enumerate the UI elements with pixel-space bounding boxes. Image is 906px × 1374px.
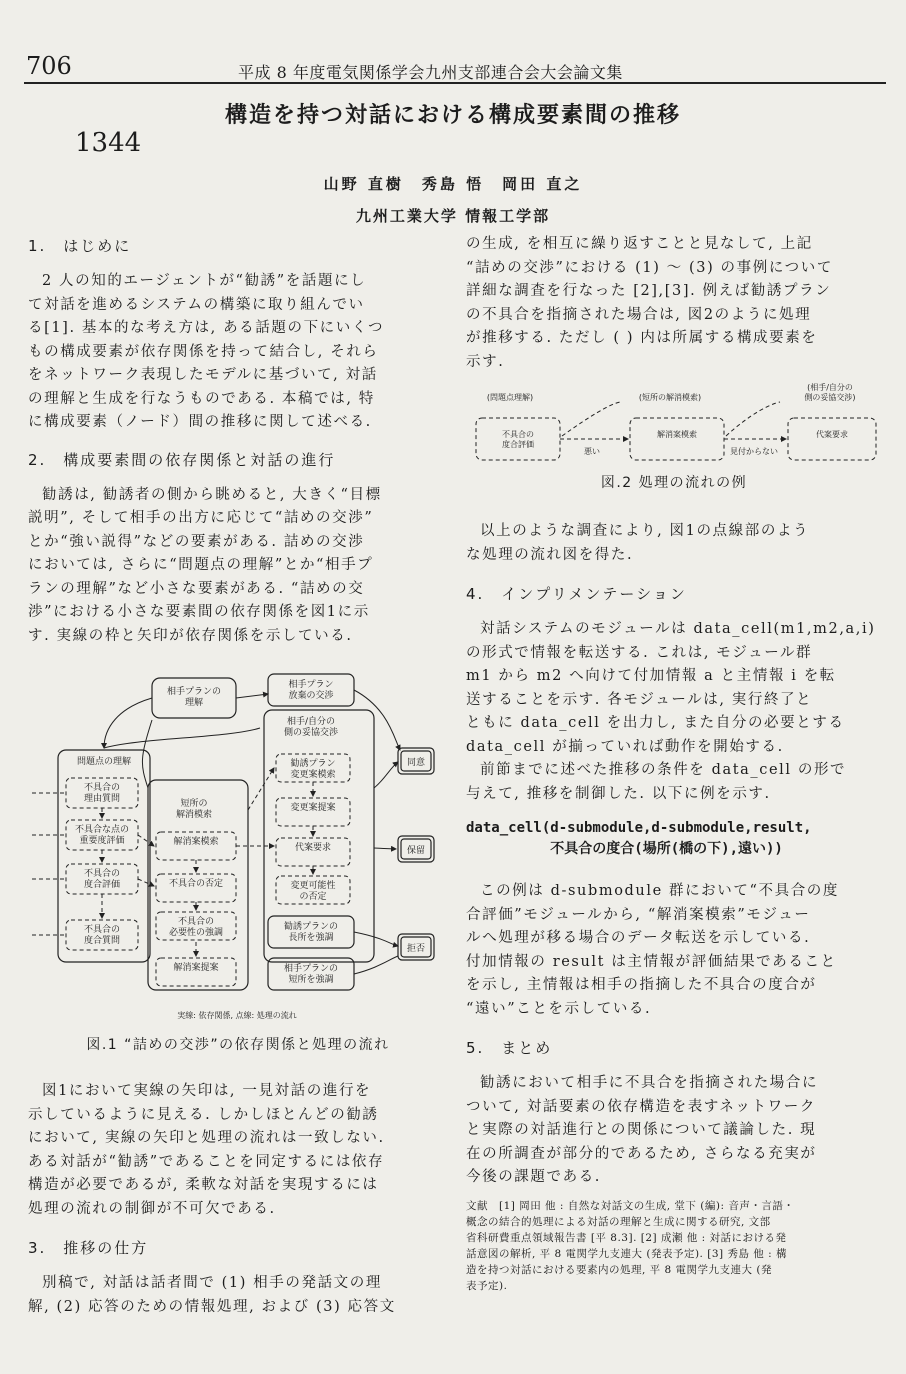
node-label-henkou_hitei: 変更可能性の否定 [290, 881, 336, 902]
partner-plan-understanding-label: 相手プランの理解 [166, 687, 222, 708]
node-aite_tansho [268, 958, 354, 990]
fig2-node-label-0: 不具合の度合評価 [502, 430, 534, 449]
node-label-fuguai_dogo: 不具合の度合評価 [83, 869, 121, 890]
text-line: 在の所調査が部分的であるため, さらなる充実が [466, 1145, 817, 1162]
figure-2-caption: 図.2 処理の流れの例 [600, 475, 748, 491]
text-line: 図1において実線の矢印は, 一見対話の進行を [42, 1083, 372, 1099]
section-heading-4: 4. インプリメンテーション [466, 585, 687, 603]
fig2-node-0 [476, 418, 560, 460]
text-line: ランの理解”など小さな要素がある. “詰めの交 [28, 580, 365, 597]
node-label-fuguai_dogo_q: 不具合の度合質問 [83, 925, 121, 946]
text-line: において, 実線の矢印と処理の流れは一致しない. [28, 1130, 385, 1146]
text-line: 別稿で, 対話は話者間で (1) 相手の発話文の理 [42, 1275, 382, 1291]
text-line: が推移する. ただし ( ) 内は所属する構成要素を [466, 330, 818, 346]
text-line: 今後の課題である. [466, 1169, 602, 1185]
flow-dogo-to-hitei [138, 879, 154, 886]
text-line: 省科研費重点領域報告書 [平 8.3]. [2] 成瀬 他 : 対話における発 [466, 1231, 787, 1244]
text-line: の形式で情報を転送する. これは, モジュール群 [466, 644, 813, 661]
text-line: な処理の流れ図を得た. [466, 546, 634, 563]
fig2-label-compromise: (相手/自分の側の妥協交渉) [804, 383, 856, 402]
implementation-paragraph [466, 618, 882, 759]
dep-mid-arc [104, 728, 260, 748]
text-line: 合評価”モジュールから, “解消案模索”モジュー [466, 906, 811, 923]
outcome-label-doui: 同意 [406, 758, 426, 768]
text-line: この例は d-submodule 群において“不具合の度 [480, 883, 839, 899]
text-line: をネットワーク表現したモデルに基づいて, 対話 [28, 367, 378, 383]
survey-result-paragraph [466, 520, 882, 567]
authors: 山野 直樹 秀島 悟 岡田 直之 [323, 175, 583, 193]
text-line: 渉”における小さな要素間の依存関係を図1に示 [28, 604, 370, 620]
text-line: 表予定). [466, 1279, 508, 1292]
text-line: 説明”, そして相手の出方に応じて“詰めの交渉” [28, 510, 374, 526]
text-line: の不具合を指摘された場合は, 図2のように処理 [466, 306, 812, 323]
right-column [466, 233, 882, 374]
fig2-group-arc-2 [726, 402, 780, 436]
node-label-daian: 代案要求 [294, 843, 332, 853]
fig2-label-shortcoming: (短所の解消模索) [638, 393, 702, 402]
fig2-edge-label-1: 見付からない [730, 447, 778, 456]
text-line: に構成要素（ノード）間の推移に関して述べる. [28, 414, 372, 430]
dep-houki-to-doui [354, 690, 400, 750]
node-label-aite_tansho: 相手プランの短所を強調 [283, 964, 339, 985]
text-line: もの構成要素が依存関係を持って結合し, それら [28, 343, 379, 360]
intro-paragraph [28, 270, 448, 435]
summary-paragraph [466, 1072, 882, 1190]
fig2-node-label-2: 代案要求 [816, 430, 848, 439]
text-line: 話意図の解析, 平 8 電関学九支連大 (発表予定). [3] 秀島 他 : 構 [466, 1247, 787, 1260]
section-heading-5: 5. まとめ [466, 1039, 553, 1057]
section-heading-3: 3. 推移の仕方 [28, 1239, 149, 1257]
text-line: 対話システムのモジュールは data_cell(m1,m2,a,i) [480, 621, 876, 637]
fig1-discussion-paragraph [28, 1080, 448, 1221]
flow-ten-to-mosaku [138, 835, 154, 846]
text-line: て対話を進めるシステムの構築に取り組んでい [28, 296, 365, 313]
text-line: ついて, 対話要素の依存構造を表すネットワーク [466, 1098, 816, 1115]
text-line: 処理の流れの制御が不可欠である. [28, 1200, 276, 1217]
text-line: 詳細な調査を行なった [2],[3]. 例えば勧誘プラン [466, 283, 832, 299]
section-heading-2: 2. 構成要素間の依存関係と対話の進行 [28, 450, 336, 469]
node-label-fuguai_hitsuyo: 不具合の必要性の強調 [168, 917, 224, 938]
text-line: 示しているように見える. しかしほとんどの勧誘 [28, 1106, 379, 1123]
text-line: “詰めの交渉”における (1) ～ (3) の事例について [466, 259, 833, 276]
dep-to-horyu [374, 848, 396, 849]
text-line: とか“強い説得”などの要素がある. 詰めの交渉 [28, 533, 365, 550]
left-column-lower [28, 1080, 448, 1319]
node-label-kanyu_chosho: 勧誘プランの長所を強調 [283, 922, 339, 943]
header-rule [24, 82, 886, 84]
node-label-kaisho_mosaku: 解消案模索 [173, 837, 219, 847]
node-label-aite_houki: 相手プラン放棄の交渉 [288, 680, 334, 701]
node-label-henkou_teian: 変更案提案 [290, 803, 336, 813]
node-label-kaisho_teian: 解消案提案 [173, 963, 219, 973]
text-line: 前節までに述べた推移の条件を data_cell の形で [480, 762, 847, 778]
section-heading-1: 1. はじめに [28, 237, 132, 255]
text-line: を示し, 主情報は相手の指摘した不具合の度合が [466, 977, 817, 993]
control-paragraph [466, 759, 882, 806]
affiliation: 九州工業大学 情報工学部 [355, 207, 551, 225]
references [466, 1198, 882, 1294]
dependency-paragraph [28, 484, 448, 649]
text-line: m1 から m2 へ向けて付加情報 a と主情報 i を転 [466, 668, 836, 684]
text-line: 2 人の知的エージェントが“勧誘”を話題にし [42, 273, 367, 289]
text-line: の生成, を相互に繰り返すことと見なして, 上記 [466, 236, 813, 252]
fig2-node-1 [630, 418, 724, 460]
text-line: ある対話が“勧誘”であることを同定するには依存 [28, 1153, 385, 1170]
right-column-lower [466, 520, 882, 1294]
text-line: 解, (2) 応答のための情報処理, および (3) 応答文 [28, 1298, 396, 1315]
text-line: 文献 [1] 岡田 他 : 自然な対話文の生成, 堂下 (編): 音声・言語・ [466, 1199, 795, 1212]
dep-to-kyohi [354, 932, 398, 946]
shortcoming-resolution-label: 短所の解消模索 [175, 799, 213, 820]
fig2-label-problem: (問題点理解) [486, 393, 534, 402]
node-label-fuguai_riyu: 不具合の理由質問 [83, 783, 121, 804]
text-line: る[1]. 基本的な考え方は, ある話題の下にいくつ [28, 320, 385, 336]
flow-mid-to-henkou [248, 768, 274, 810]
code-example [466, 818, 882, 860]
text-line: 概念の結合的処理による対話の理解と生成に関する研究, 文部 [466, 1215, 771, 1228]
text-line: す. 実線の枠と矢印が依存関係を示している. [28, 627, 353, 644]
example-explanation-paragraph [466, 880, 882, 1021]
dep-plan-to-houki [236, 694, 268, 698]
dep-to-doui [374, 762, 398, 788]
text-line: の理解と生成を行なうものである. 本稿では, 特 [28, 390, 375, 407]
text-line: “遠い”ことを示している. [466, 1000, 652, 1017]
transition-paragraph [28, 1272, 448, 1319]
text-line: 造を持つ対話における要素内の処理, 平 8 電関学九支連大 (発 [466, 1263, 772, 1276]
text-line: 勧誘は, 勧誘者の側から眺めると, 大きく“目標 [42, 486, 382, 503]
text-line: ルへ処理が移る場合のデータ転送を示している. [466, 930, 811, 946]
text-line: と実際の対話進行との関係について議論した. 現 [466, 1122, 817, 1138]
text-line: 示す. [466, 353, 505, 370]
fig2-edge-label-0: 悪い [584, 447, 600, 456]
figure-1-caption: 図.1 “詰めの交渉”の依存関係と処理の流れ [86, 1037, 390, 1053]
text-line: 不具合の度合(場所(橋の下),遠い)) [466, 841, 783, 857]
figure-2-diagram [470, 378, 882, 468]
text-line: 勧誘において相手に不具合を指摘された場合に [480, 1075, 819, 1091]
figure-1-legend-note: 実線: 依存関係, 点線: 処理の流れ [177, 1011, 297, 1020]
text-line: ともに data_cell を出力し, また自分の必要とする [466, 715, 845, 731]
text-line: data_cell が揃っていれば動作を開始する. [466, 738, 784, 755]
problem-understanding-label: 問題点の理解 [76, 757, 132, 767]
survey-paragraph [466, 233, 882, 374]
node-aite_houki [268, 674, 354, 706]
fig2-group-arc-1 [562, 402, 620, 436]
page-number: 706 [26, 52, 72, 80]
node-label-kanyu_henkou: 勧誘プラン変更案模索 [290, 759, 336, 780]
fig2-node-2 [788, 418, 876, 460]
text-line: 以上のような調査により, 図1の点線部のよう [480, 523, 810, 539]
dep-plan-to-problem [104, 698, 152, 748]
conference-header: 平成 8 年度電気関係学会九州支部連合会大会論文集 [238, 63, 623, 82]
paper-number: 1344 [75, 128, 142, 158]
text-line: においては, さらに“問題点の理解”とか“相手プ [28, 557, 374, 573]
node-kanyu_chosho [268, 916, 354, 948]
figure-1-diagram [28, 668, 446, 1030]
outcome-label-kyohi: 拒否 [406, 944, 426, 954]
dep-tansho-to-kyohi [354, 956, 398, 974]
fig2-node-label-1: 解消案模索 [657, 430, 697, 439]
text-line: data_cell(d-submodule,d-submodule,result, [466, 820, 812, 836]
left-column [28, 235, 448, 648]
node-label-fuguai_hitei: 不具合の否定 [168, 879, 224, 889]
text-line: 送することを示す. 各モジュールは, 実行終了と [466, 691, 813, 708]
text-line: 構造が必要であるが, 柔軟な対話を実現するには [28, 1177, 379, 1193]
node-label-fuguai_ten: 不具合な点の重要度評価 [74, 825, 130, 846]
node-label-jouho: 相手/自分の側の妥協交渉 [283, 717, 339, 738]
paper-title: 構造を持つ対話における構成要素間の推移 [224, 103, 681, 128]
text-line: 与えて, 推移を制御した. 以下に例を示す. [466, 785, 771, 802]
text-line: 付加情報の result は主情報が評価結果であること [466, 953, 837, 970]
outcome-label-horyu: 保留 [406, 846, 426, 856]
